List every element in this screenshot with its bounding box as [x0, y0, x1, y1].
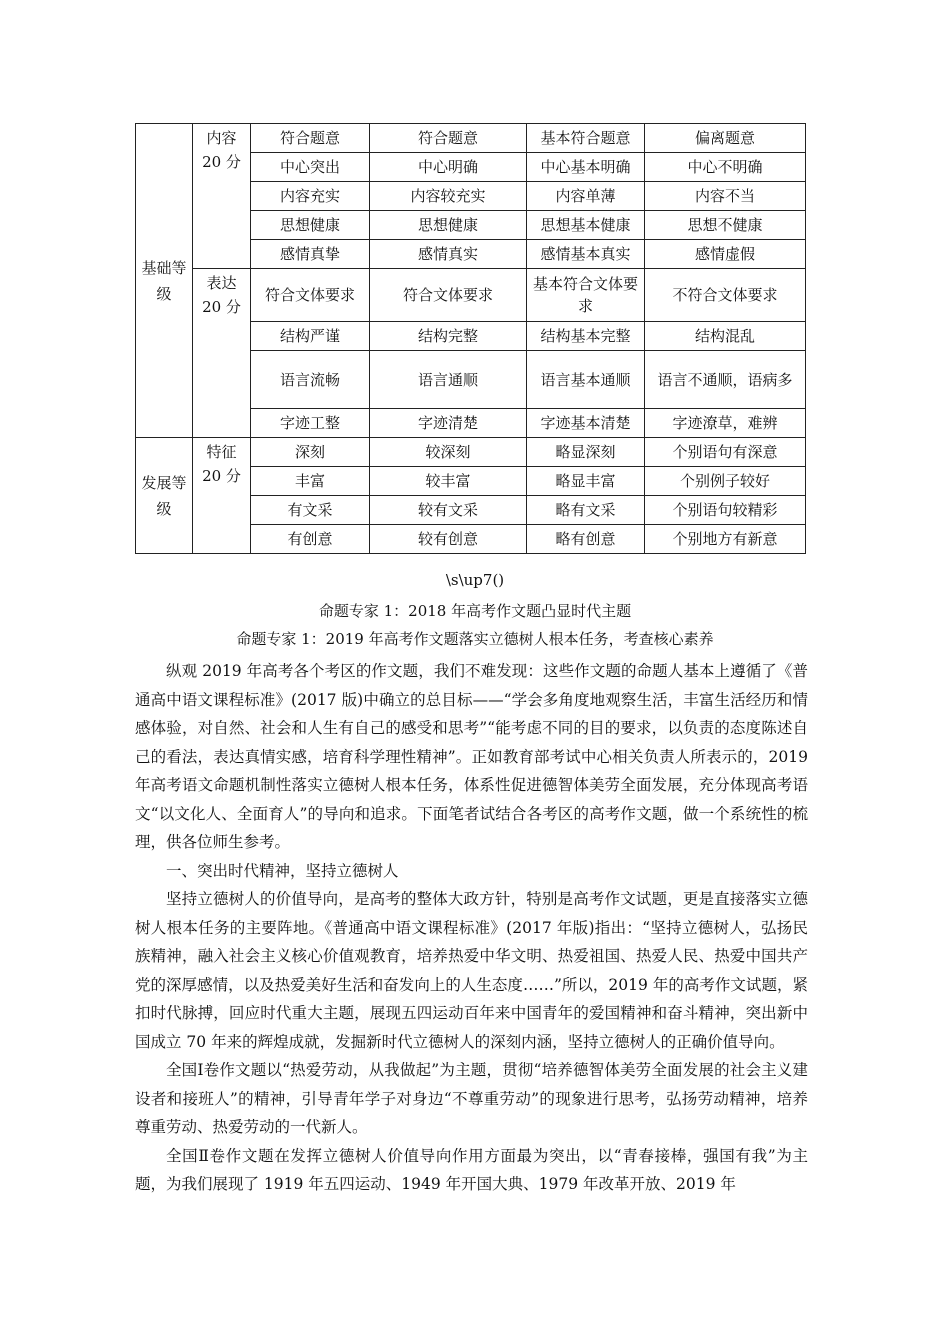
table-cell: 字迹基本清楚 — [527, 409, 645, 438]
table-cell: 符合文体要求 — [251, 269, 370, 322]
category-feature-line: 特征 — [206, 443, 237, 461]
table-cell: 较深刻 — [370, 438, 527, 467]
category-content-line: 20 分 — [202, 153, 241, 171]
table-cell: 语言流畅 — [251, 351, 370, 409]
table-cell: 符合题意 — [370, 124, 527, 153]
table-cell: 丰富 — [251, 467, 370, 496]
table-cell: 语言不通顺，语病多 — [645, 351, 806, 409]
table-cell: 内容单薄 — [527, 182, 645, 211]
category-expression-line: 表达 — [206, 274, 237, 292]
table-cell: 偏离题意 — [645, 124, 806, 153]
table-cell: 不符合文体要求 — [645, 269, 806, 322]
table-cell: 略有文采 — [527, 496, 645, 525]
table-cell: 思想健康 — [251, 211, 370, 240]
table-cell: 结构严谨 — [251, 322, 370, 351]
table-cell: 思想健康 — [370, 211, 527, 240]
table-cell: 思想不健康 — [645, 211, 806, 240]
table-cell: 个别语句有深意 — [645, 438, 806, 467]
heading-2018: 命题专家 1：2018 年高考作文题凸显时代主题 — [318, 602, 632, 620]
table-cell: 较丰富 — [370, 467, 527, 496]
table-cell: 字迹工整 — [251, 409, 370, 438]
table-cell: 深刻 — [251, 438, 370, 467]
table-cell: 结构完整 — [370, 322, 527, 351]
paragraph-intro: 纵观 2019 年高考各个考区的作文题，我们不难发现：这些作文题的命题人基本上遵循了《普通高中语文课程标准》(2017 版)中确立的总目标——“学会多角度地观察生活，丰富生活经历和情感体验，对自然、社会和人生有自己的感受和思考”“能考虑不同的目的要求，以负责的态度陈述自己的看法，表达真情实感，培育科学理性精神”。正如教育部考试中心相关负责人所表示的，2019 年高考语文命题机制性落实立德树人根本任务，体系性促进德智体美劳全面发展，充分体现高考语文“以文化人、全面育人”的导向和追求。下面笔者试结合各考区的高考作文题，做一个系统性的梳理，供各位师生参考。 — [135, 662, 808, 851]
table-cell: 感情真实 — [370, 240, 527, 269]
table-cell: 中心突出 — [251, 153, 370, 182]
table-cell: 字迹潦草，难辨 — [645, 409, 806, 438]
table-cell: 个别语句较精彩 — [645, 496, 806, 525]
table-cell: 语言基本通顺 — [527, 351, 645, 409]
table-cell: 思想基本健康 — [527, 211, 645, 240]
paragraph-national-2: 全国Ⅱ卷作文题在发挥立德树人价值导向作用方面最为突出，以“青春接棒，强国有我”为主题，为我们展现了 1919 年五四运动、1949 年开国大典、1979 年改革开放、2019 年 — [135, 1146, 808, 1193]
table-cell: 语言通顺 — [370, 351, 527, 409]
table-cell: 字迹清楚 — [370, 409, 527, 438]
field-code-text: \s\up7() — [445, 571, 505, 589]
table-row — [136, 438, 806, 467]
category-expression-line: 20 分 — [202, 298, 241, 316]
table-cell: 中心明确 — [370, 153, 527, 182]
table-cell: 中心不明确 — [645, 153, 806, 182]
table-row — [136, 124, 806, 153]
table-cell: 有创意 — [251, 525, 370, 554]
table-cell: 感情虚假 — [645, 240, 806, 269]
table-cell: 符合题意 — [251, 124, 370, 153]
level-basic: 基础等级 — [136, 124, 193, 438]
heading-2019: 命题专家 1：2019 年高考作文题落实立德树人根本任务，考查核心素养 — [236, 630, 714, 648]
table-cell: 较有创意 — [370, 525, 527, 554]
table-cell: 内容较充实 — [370, 182, 527, 211]
table-cell: 有文采 — [251, 496, 370, 525]
table-cell: 结构基本完整 — [527, 322, 645, 351]
table-cell: 略显深刻 — [527, 438, 645, 467]
table-cell: 较有文采 — [370, 496, 527, 525]
article-body — [135, 657, 808, 1199]
table-cell: 内容不当 — [645, 182, 806, 211]
category-content-line: 内容 — [206, 129, 237, 147]
table-cell: 基本符合题意 — [527, 124, 645, 153]
table-cell: 内容充实 — [251, 182, 370, 211]
table-row — [136, 269, 806, 322]
table-cell: 感情真挚 — [251, 240, 370, 269]
category-content — [193, 124, 251, 269]
table-cell: 符合文体要求 — [370, 269, 527, 322]
category-expression — [193, 269, 251, 438]
grading-rubric-table — [135, 123, 806, 554]
paragraph-national-1: 全国Ⅰ卷作文题以“热爱劳动，从我做起”为主题，贯彻“培养德智体美劳全面发展的社会主义建设者和接班人”的精神，引导青年学子对身边“不尊重劳动”的现象进行思考，弘扬劳动精神，培养尊重劳动、热爱劳动的一代新人。 — [135, 1061, 808, 1136]
category-feature-line: 20 分 — [202, 467, 241, 485]
table-cell: 略显丰富 — [527, 467, 645, 496]
table-cell: 略有创意 — [527, 525, 645, 554]
section-heading: 一、突出时代精神，坚持立德树人 — [166, 861, 399, 880]
level-development: 发展等级 — [136, 438, 193, 554]
table-cell: 基本符合文体要求 — [527, 269, 645, 322]
table-cell: 感情基本真实 — [527, 240, 645, 269]
category-feature — [193, 438, 251, 554]
table-cell: 个别例子较好 — [645, 467, 806, 496]
paragraph-values: 坚持立德树人的价值导向，是高考的整体大政方针，特别是高考作文试题，更是直接落实立德树人根本任务的主要阵地。《普通高中语文课程标准》(2017 年版)指出：“坚持立德树人，弘扬民族精神，融入社会主义核心价值观教育，培养热爱中华文明、热爱祖国、热爱人民、热爱中国共产党的深厚感情，以及热爱美好生活和奋发向上的人生态度……”所以，2019 年的高考作文试题，紧扣时代脉搏，回应时代重大主题，展现五四运动百年来中国青年的爱国精神和奋斗精神，突出新中国成立 70 年来的辉煌成就，发掘新时代立德树人的深刻内涵，坚持立德树人的正确价值导向。 — [135, 890, 808, 1051]
table-cell: 个别地方有新意 — [645, 525, 806, 554]
table-cell: 中心基本明确 — [527, 153, 645, 182]
table-cell: 结构混乱 — [645, 322, 806, 351]
